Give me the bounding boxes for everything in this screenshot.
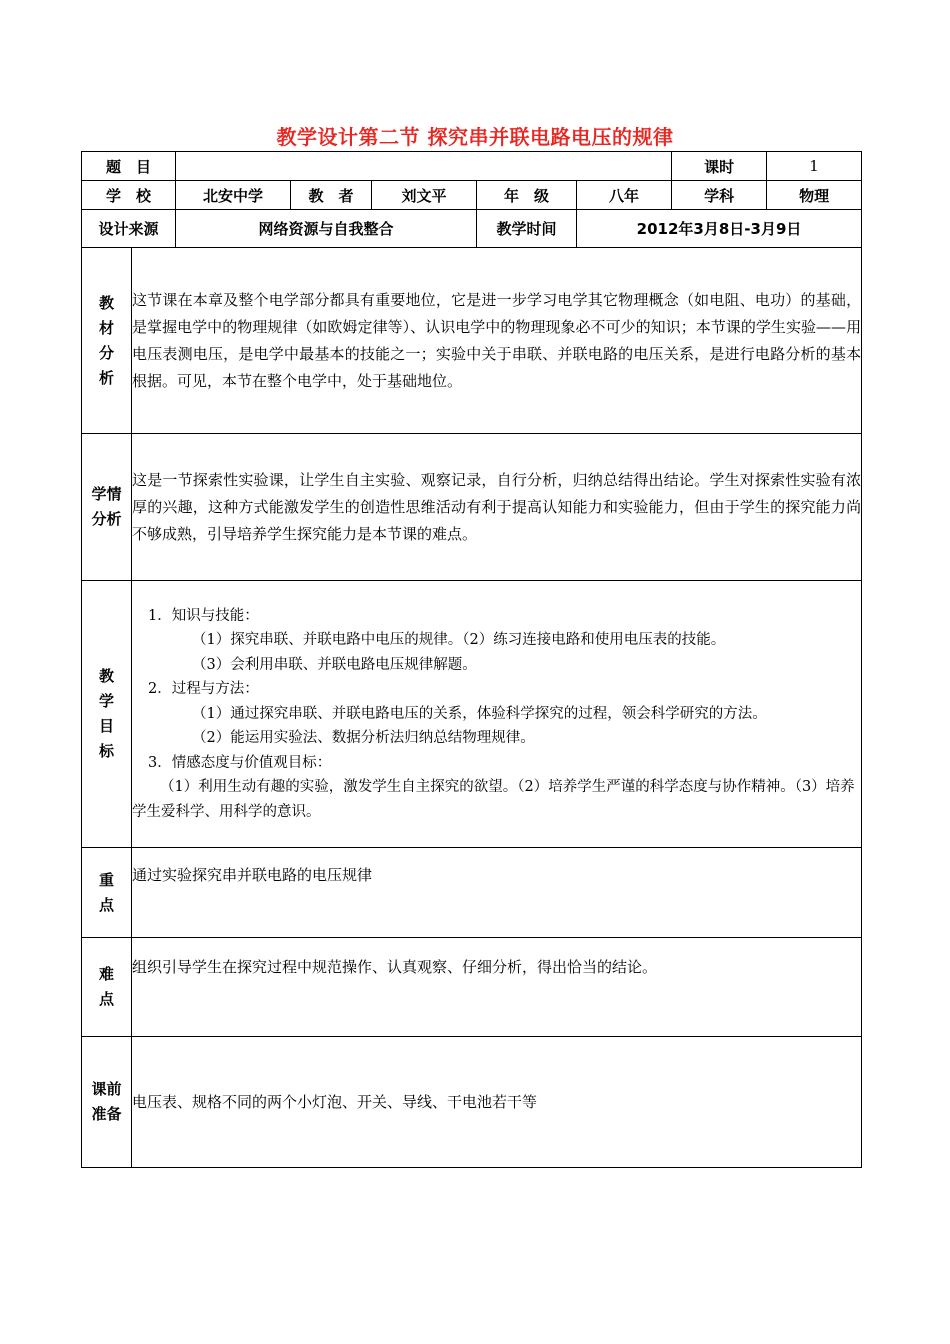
topic-label: 题 目: [82, 152, 176, 181]
difficulty-label: 难 点: [82, 938, 132, 1037]
teacher-value: 刘文平: [372, 181, 477, 210]
lesson-label: 课时: [672, 152, 767, 181]
page-title: 教学设计第二节 探究串并联电路电压的规律: [276, 125, 674, 149]
goal-1-title: 1．知识与技能：: [148, 607, 259, 624]
goal-3-line-1: （1）利用生动有趣的实验，激发学生自主探究的欲望。（2）培养学生严谨的科学态度与协作精神。（3）培养学生爱科学、用科学的意识。: [132, 779, 855, 820]
goal-2-title: 2．过程与方法：: [148, 681, 259, 698]
material-label: 教 材 分 析: [82, 248, 132, 434]
school-value: 北安中学: [176, 181, 291, 210]
goal-2-line-2: （2）能运用实验法、数据分析法归纳总结物理规律。: [192, 730, 535, 747]
goals-content: [132, 581, 862, 848]
goals-label: 教 学 目 标: [82, 581, 132, 848]
students-label: 学情 分析: [82, 434, 132, 581]
grade-label: 年 级: [477, 181, 577, 210]
section-difficulty: [82, 938, 862, 1037]
section-preparation: [82, 1037, 862, 1168]
time-label: 教学时间: [477, 210, 577, 248]
topic-value: [176, 152, 672, 181]
material-text: 这节课在本章及整个电学部分都具有重要地位，它是进一步学习电学其它物理概念（如电阻、电功）的基础，是掌握电学中的物理规律（如欧姆定律等）、认识电学中的物理现象必不可少的知识；本节课的学生实验——用电压表测电压，是电学中最基本的技能之一；实验中关于串联、并联电路的电压关系，是进行电路分析的基本根据。可见，本节在整个电学中，处于基础地位。: [132, 248, 862, 434]
keypoint-text: 通过实验探究串并联电路的电压规律: [132, 848, 862, 938]
goal-2-line-1: （1）通过探究串联、并联电路电压的关系，体验科学探究的过程，领会科学研究的方法。: [192, 705, 767, 722]
teacher-label: 教 者: [291, 181, 372, 210]
row-topic: [82, 152, 862, 181]
students-text: 这是一节探索性实验课，让学生自主实验、观察记录，自行分析，归纳总结得出结论。学生对探索性实验有浓厚的兴趣，这种方式能激发学生的创造性思维活动有利于提高认知能力和实验能力，但由于学生的探究能力尚不够成熟，引导培养学生探究能力是本节课的难点。: [132, 434, 862, 581]
time-value: 2012年3月8日-3月9日: [577, 210, 862, 248]
preparation-label: 课前 准备: [82, 1037, 132, 1168]
row-school: [82, 181, 862, 210]
goal-1-line-1: （1）探究串联、并联电路中电压的规律。（2）练习连接电路和使用电压表的技能。: [192, 632, 726, 649]
section-students: [82, 434, 862, 581]
subject-value: 物理: [767, 181, 862, 210]
source-label: 设计来源: [82, 210, 176, 248]
section-material: [82, 248, 862, 434]
grade-value: 八年: [577, 181, 672, 210]
section-keypoint: [82, 848, 862, 938]
row-source: [82, 210, 862, 248]
goal-3-title: 3．情感态度与价值观目标：: [148, 754, 332, 771]
preparation-text: 电压表、规格不同的两个小灯泡、开关、导线、干电池若干等: [132, 1037, 862, 1168]
lesson-plan-table: [81, 151, 862, 1168]
lesson-value: 1: [767, 152, 862, 181]
difficulty-text: 组织引导学生在探究过程中规范操作、认真观察、仔细分析，得出恰当的结论。: [132, 938, 862, 1037]
subject-label: 学科: [672, 181, 767, 210]
source-value: 网络资源与自我整合: [176, 210, 477, 248]
keypoint-label: 重 点: [82, 848, 132, 938]
section-goals: [82, 581, 862, 848]
goal-1-line-2: （3）会利用串联、并联电路电压规律解题。: [192, 656, 477, 673]
school-label: 学 校: [82, 181, 176, 210]
